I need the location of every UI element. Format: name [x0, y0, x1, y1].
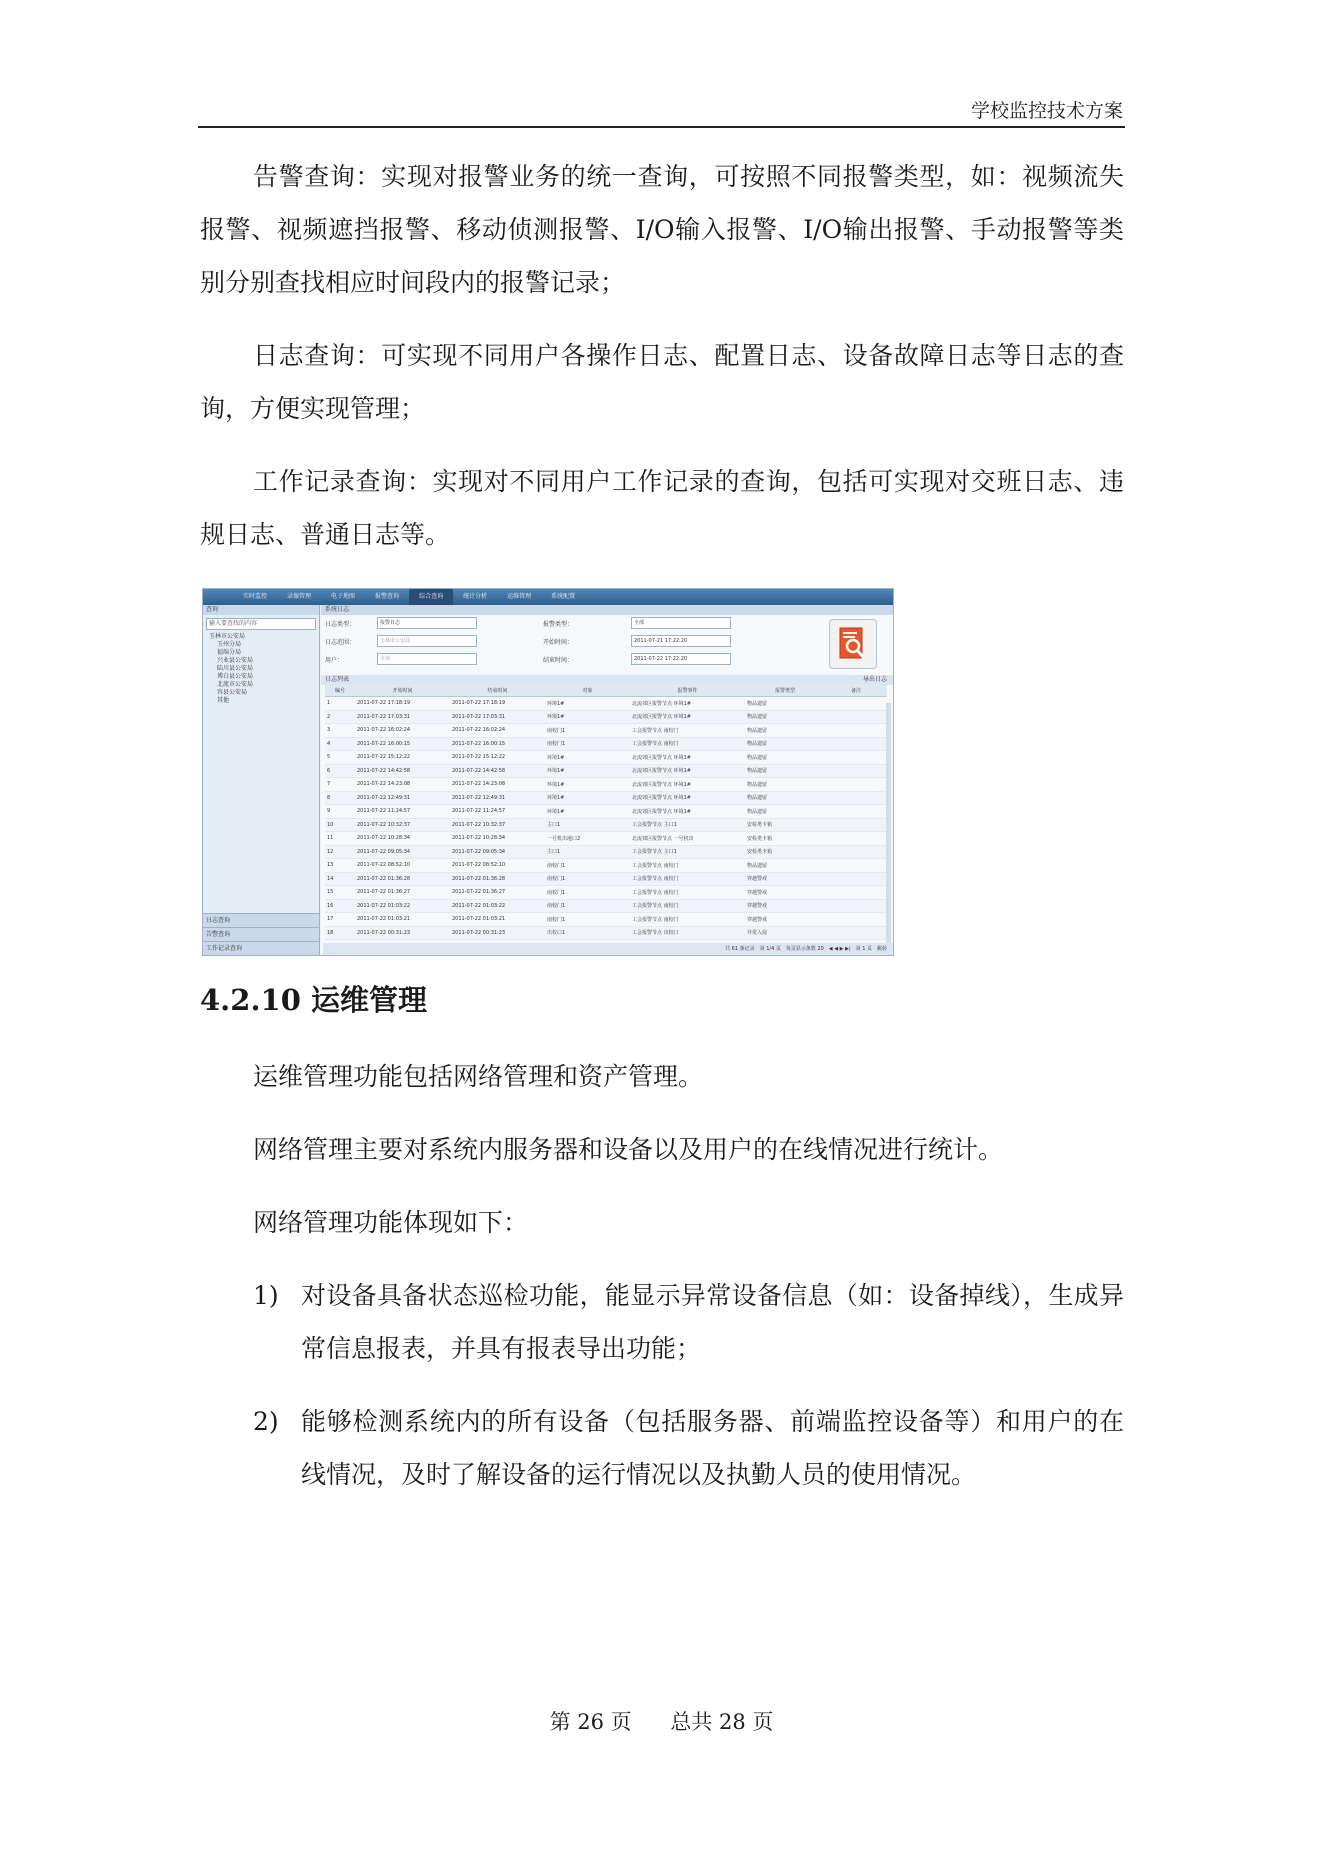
- network-list-intro: 网络管理功能体现如下：: [253, 1208, 529, 1237]
- network-desc: 网络管理主要对系统内服务器和设备以及用户的在线情况进行统计。: [253, 1135, 1004, 1164]
- table-cell: 工会报警节点 南校门: [630, 859, 745, 873]
- table-cell: 2011-07-22 01:36:27: [450, 886, 545, 900]
- figure-tab: 系统配置: [551, 593, 576, 600]
- figure-log-table: [325, 685, 887, 940]
- table-cell: 物品遗留: [745, 859, 825, 873]
- figure-input: 2011-07-21 17:22:20: [631, 635, 731, 647]
- table-cell: 2: [325, 710, 355, 724]
- table-cell: 穿越警戒: [745, 872, 825, 886]
- table-cell: 出校口1: [545, 926, 630, 940]
- table-cell: [825, 886, 887, 900]
- table-cell: [825, 926, 887, 940]
- figure-label: 开始时间：: [543, 639, 574, 646]
- table-cell: 工会报警节点 出校口: [630, 926, 745, 940]
- table-row: [325, 886, 887, 900]
- figure-table-header: 开始时间: [355, 685, 450, 697]
- table-cell: 穿越警戒: [745, 899, 825, 913]
- figure-tab: 实时监控: [243, 593, 268, 600]
- table-cell: 南校门1: [545, 737, 630, 751]
- table-cell: 环境1#: [545, 805, 630, 819]
- table-cell: [825, 872, 887, 886]
- table-cell: 工会报警节点 主口1: [630, 818, 745, 832]
- table-cell: 2011-07-22 00:31:23: [450, 926, 545, 940]
- table-cell: [825, 697, 887, 711]
- table-cell: [825, 805, 887, 819]
- table-cell: 物品遗留: [745, 791, 825, 805]
- figure-scrollbar: [886, 703, 891, 943]
- table-cell: 3: [325, 724, 355, 738]
- table-cell: 2011-07-22 16:02:24: [355, 724, 450, 738]
- table-cell: [825, 899, 887, 913]
- table-cell: 工会报警节点 南校门: [630, 913, 745, 927]
- table-cell: 16: [325, 899, 355, 913]
- table-cell: 北流郊区报警节点 环境1#: [630, 805, 745, 819]
- figure-search-box: 输入要查找的内容: [206, 618, 316, 630]
- list-item-number: 1): [253, 1281, 279, 1310]
- list-item-text: 能够检测系统内的所有设备（包括服务器、前端监控设备等）和用户的在线情况，及时了解设备的运行情况以及执勤人员的使用情况。: [301, 1407, 1124, 1489]
- table-cell: 2011-07-22 01:03:22: [355, 899, 450, 913]
- figure-tab: 统计分析: [463, 593, 488, 600]
- figure-input: 全部: [377, 653, 477, 665]
- table-cell: [825, 845, 887, 859]
- table-cell: 2011-07-22 14:42:58: [450, 764, 545, 778]
- table-row: [325, 832, 887, 846]
- figure-label: 日志范围：: [325, 639, 356, 646]
- table-cell: 北流郊区报警节点 环境1#: [630, 697, 745, 711]
- table-cell: 北流郊区报警节点 环境1#: [630, 791, 745, 805]
- figure-tree-item: 玉林市公安局: [209, 633, 246, 640]
- figure-tree-item: 福绵分局: [217, 649, 242, 656]
- table-cell: 6: [325, 764, 355, 778]
- table-cell: 环境1#: [545, 751, 630, 765]
- table-cell: 北流郊区报警节点 环境1#: [630, 764, 745, 778]
- table-cell: 工会报警节点 南校门: [630, 886, 745, 900]
- table-cell: 18: [325, 926, 355, 940]
- figure-left-bottom-item: 告警查询: [203, 927, 319, 941]
- table-row: [325, 697, 887, 711]
- table-cell: 2011-07-22 16:02:24: [450, 724, 545, 738]
- figure-tree-item: 玉州分局: [217, 641, 242, 648]
- table-cell: 2011-07-22 09:05:34: [355, 845, 450, 859]
- figure-top-menu: [203, 589, 893, 605]
- table-cell: [825, 764, 887, 778]
- table-cell: [825, 724, 887, 738]
- figure-label: 报警类型：: [543, 621, 574, 628]
- table-cell: 北流郊区报警节点 一号机出: [630, 832, 745, 846]
- table-cell: 物品遗留: [745, 724, 825, 738]
- table-cell: 物品遗留: [745, 697, 825, 711]
- table-row: [325, 899, 887, 913]
- table-cell: [825, 832, 887, 846]
- figure-tree-item: 北流市公安局: [217, 681, 254, 688]
- document-body: [200, 150, 1124, 561]
- figure-left-head: 查询: [203, 605, 319, 615]
- figure-tree-item: 兴业县公安局: [217, 657, 254, 664]
- table-cell: 工会报警节点 南校门: [630, 724, 745, 738]
- figure-main-panel: [321, 605, 893, 955]
- table-cell: 2011-07-22 01:03:21: [450, 913, 545, 927]
- table-row: [325, 724, 887, 738]
- figure-tab: 录像管理: [287, 593, 312, 600]
- figure-left-bottom-item: 日志查询: [203, 913, 319, 927]
- figure-tab-active: 综合查询: [409, 589, 453, 605]
- section-heading: 4.2.10 运维管理: [200, 983, 428, 1017]
- table-cell: 5: [325, 751, 355, 765]
- table-cell: 2011-07-22 17:18:19: [450, 697, 545, 711]
- table-cell: [825, 710, 887, 724]
- page-footer: [0, 1706, 1323, 1736]
- table-cell: 南校门1: [545, 886, 630, 900]
- table-cell: 安检类卡箱: [745, 845, 825, 859]
- table-cell: 环境1#: [545, 791, 630, 805]
- table-cell: 2011-07-22 01:03:22: [450, 899, 545, 913]
- table-cell: 2011-07-22 17:03:31: [355, 710, 450, 724]
- log-query-paragraph: 日志查询：可实现不同用户各操作日志、配置日志、设备故障日志等日志的查询，方便实现管理；: [200, 341, 1124, 423]
- table-cell: 环境1#: [545, 778, 630, 792]
- table-row: [325, 926, 887, 940]
- table-cell: 物品遗留: [745, 710, 825, 724]
- log-query-screenshot: [202, 588, 894, 956]
- list-item-text: 对设备具备状态巡检功能，能显示异常设备信息（如：设备掉线），生成异常信息报表，并具有报表导出功能；: [301, 1281, 1124, 1363]
- table-cell: 4: [325, 737, 355, 751]
- table-row: [325, 913, 887, 927]
- section-intro: 运维管理功能包括网络管理和资产管理。: [253, 1062, 704, 1091]
- alarm-query-paragraph: 告警查询：实现对报警业务的统一查询，可按照不同报警类型，如：视频流失报警、视频遮挡报警、移动侦测报警、I/O输入报警、I/O输出报警、手动报警等类别分别查找相应时间段内的报警记录；: [200, 162, 1124, 297]
- list-item-number: 2): [253, 1407, 279, 1436]
- table-cell: 穿越警戒: [745, 913, 825, 927]
- table-cell: [825, 859, 887, 873]
- table-cell: 穿越警戒: [745, 886, 825, 900]
- figure-tree-item: 博白县公安局: [217, 673, 254, 680]
- table-cell: [825, 751, 887, 765]
- page-number: 第 26 页: [549, 1710, 632, 1734]
- table-row: [325, 791, 887, 805]
- figure-left-panel: [203, 605, 320, 955]
- figure-table-header: 编号: [325, 685, 355, 697]
- figure-label: 日志类型：: [325, 621, 356, 628]
- table-cell: [825, 791, 887, 805]
- table-row: [325, 818, 887, 832]
- table-cell: 10: [325, 818, 355, 832]
- figure-label: 用户：: [325, 657, 344, 664]
- table-cell: 一号机出地口2: [545, 832, 630, 846]
- figure-tab: 报警查询: [375, 593, 400, 600]
- table-cell: 南校门1: [545, 859, 630, 873]
- table-cell: 7: [325, 778, 355, 792]
- table-cell: 2011-07-22 15:12:22: [450, 751, 545, 765]
- table-cell: 北流郊区报警节点 环境1#: [630, 778, 745, 792]
- figure-tree-item: 陆川县公安局: [217, 665, 254, 672]
- table-cell: [825, 818, 887, 832]
- table-cell: 2011-07-22 10:32:37: [450, 818, 545, 832]
- table-cell: 2011-07-22 09:05:34: [450, 845, 545, 859]
- table-cell: 环境1#: [545, 710, 630, 724]
- table-cell: 2011-07-22 15:12:22: [355, 751, 450, 765]
- table-cell: 2011-07-22 08:52:10: [450, 859, 545, 873]
- figure-label: 结束时间：: [543, 657, 574, 664]
- page-header-title: 学校监控技术方案: [970, 100, 1123, 122]
- table-cell: 1: [325, 697, 355, 711]
- table-cell: 2011-07-22 14:42:58: [355, 764, 450, 778]
- table-cell: 2011-07-22 01:36:27: [355, 886, 450, 900]
- table-cell: 环境1#: [545, 764, 630, 778]
- figure-tab: 运维管理: [507, 593, 532, 600]
- table-cell: 工会报警节点 南校门: [630, 899, 745, 913]
- table-cell: 2011-07-22 17:03:31: [450, 710, 545, 724]
- table-cell: 14: [325, 872, 355, 886]
- table-cell: 南校门1: [545, 899, 630, 913]
- table-cell: 物品遗留: [745, 778, 825, 792]
- table-cell: 2011-07-22 11:24:57: [355, 805, 450, 819]
- figure-tab: 电子地图: [331, 593, 356, 600]
- table-cell: 安检类卡箱: [745, 832, 825, 846]
- table-row: [325, 845, 887, 859]
- table-cell: 2011-07-22 12:49:31: [450, 791, 545, 805]
- table-cell: 物品遗留: [745, 764, 825, 778]
- figure-tree-item: 其他: [217, 697, 230, 704]
- page-total: 总共 28 页: [670, 1710, 774, 1734]
- table-cell: 2011-07-22 11:24:57: [450, 805, 545, 819]
- figure-list-title: 日志列表: [325, 676, 350, 683]
- table-row: [325, 805, 887, 819]
- table-cell: 异常入侵: [745, 926, 825, 940]
- table-cell: 11: [325, 832, 355, 846]
- table-row: [325, 778, 887, 792]
- table-cell: 物品遗留: [745, 737, 825, 751]
- figure-input: 全部: [631, 617, 731, 629]
- table-cell: 2011-07-22 16:00:15: [355, 737, 450, 751]
- figure-list-head: [321, 675, 893, 685]
- table-cell: 2011-07-22 17:18:19: [355, 697, 450, 711]
- header-rule: [198, 126, 1125, 128]
- figure-table-header: 报警类型: [745, 685, 825, 697]
- figure-filter-form: [321, 615, 893, 675]
- table-cell: 2011-07-22 12:49:31: [355, 791, 450, 805]
- table-cell: 2011-07-22 00:31:23: [355, 926, 450, 940]
- table-cell: 2011-07-22 10:28:34: [450, 832, 545, 846]
- table-cell: 物品遗留: [745, 751, 825, 765]
- table-cell: 环境1#: [545, 697, 630, 711]
- search-document-icon: [839, 627, 867, 661]
- figure-table-header: 对象: [545, 685, 630, 697]
- table-row: [325, 751, 887, 765]
- table-cell: 2011-07-22 10:28:34: [355, 832, 450, 846]
- table-cell: 工会报警节点 南校门: [630, 737, 745, 751]
- figure-table-header: 备注: [825, 685, 887, 697]
- figure-input: 2011-07-22 17:22:20: [631, 653, 731, 665]
- list-item: [253, 1269, 1124, 1375]
- table-cell: 9: [325, 805, 355, 819]
- figure-tree-item: 容县公安局: [217, 689, 248, 696]
- table-cell: 北流郊区报警节点 环境1#: [630, 751, 745, 765]
- table-cell: 2011-07-22 16:00:15: [450, 737, 545, 751]
- figure-left-bottom-item: 工作记录查询: [203, 941, 319, 955]
- table-cell: 2011-07-22 10:32:37: [355, 818, 450, 832]
- table-cell: 北流郊区报警节点 环境1#: [630, 710, 745, 724]
- table-row: [325, 764, 887, 778]
- list-item: [253, 1395, 1124, 1501]
- table-cell: 安检类卡箱: [745, 818, 825, 832]
- table-cell: 南校门1: [545, 913, 630, 927]
- table-row: [325, 872, 887, 886]
- figure-export-label: 导出日志: [862, 676, 887, 683]
- work-record-paragraph: 工作记录查询：实现对不同用户工作记录的查询，包括可实现对交班日志、违规日志、普通日志等。: [200, 467, 1124, 549]
- figure-pager: 共 61 条记录 第 1/4 页 每页显示条数 20 ◀ ◀ ▶ ▶| 第 1 页 跳转: [323, 943, 893, 955]
- table-cell: 12: [325, 845, 355, 859]
- table-row: [325, 737, 887, 751]
- figure-input: 玉林市公安局: [377, 635, 477, 647]
- table-cell: 南校门1: [545, 724, 630, 738]
- table-cell: 2011-07-22 01:36:28: [450, 872, 545, 886]
- table-cell: 2011-07-22 14:23:08: [355, 778, 450, 792]
- table-cell: 主口1: [545, 845, 630, 859]
- section-body: [200, 980, 1124, 1501]
- table-row: [325, 710, 887, 724]
- table-cell: 工会报警节点 主口1: [630, 845, 745, 859]
- table-cell: 2011-07-22 14:23:08: [450, 778, 545, 792]
- table-cell: 13: [325, 859, 355, 873]
- table-cell: [825, 913, 887, 927]
- table-cell: 2011-07-22 01:36:28: [355, 872, 450, 886]
- table-cell: [825, 737, 887, 751]
- table-cell: 15: [325, 886, 355, 900]
- table-cell: 工会报警节点 南校门: [630, 872, 745, 886]
- table-cell: 主口1: [545, 818, 630, 832]
- figure-table-header: 报警事件: [630, 685, 745, 697]
- table-row: [325, 859, 887, 873]
- figure-table-header: 结束时间: [450, 685, 545, 697]
- table-cell: 2011-07-22 01:03:21: [355, 913, 450, 927]
- table-cell: 17: [325, 913, 355, 927]
- figure-input: 报警日志: [377, 617, 477, 629]
- table-cell: 8: [325, 791, 355, 805]
- figure-left-bottom-menu: [203, 913, 319, 955]
- table-cell: [825, 778, 887, 792]
- table-cell: 2011-07-22 08:52:10: [355, 859, 450, 873]
- table-cell: 南校门1: [545, 872, 630, 886]
- table-cell: 物品遗留: [745, 805, 825, 819]
- figure-main-head: 系统日志: [321, 605, 893, 615]
- figure-search-button: [829, 619, 877, 669]
